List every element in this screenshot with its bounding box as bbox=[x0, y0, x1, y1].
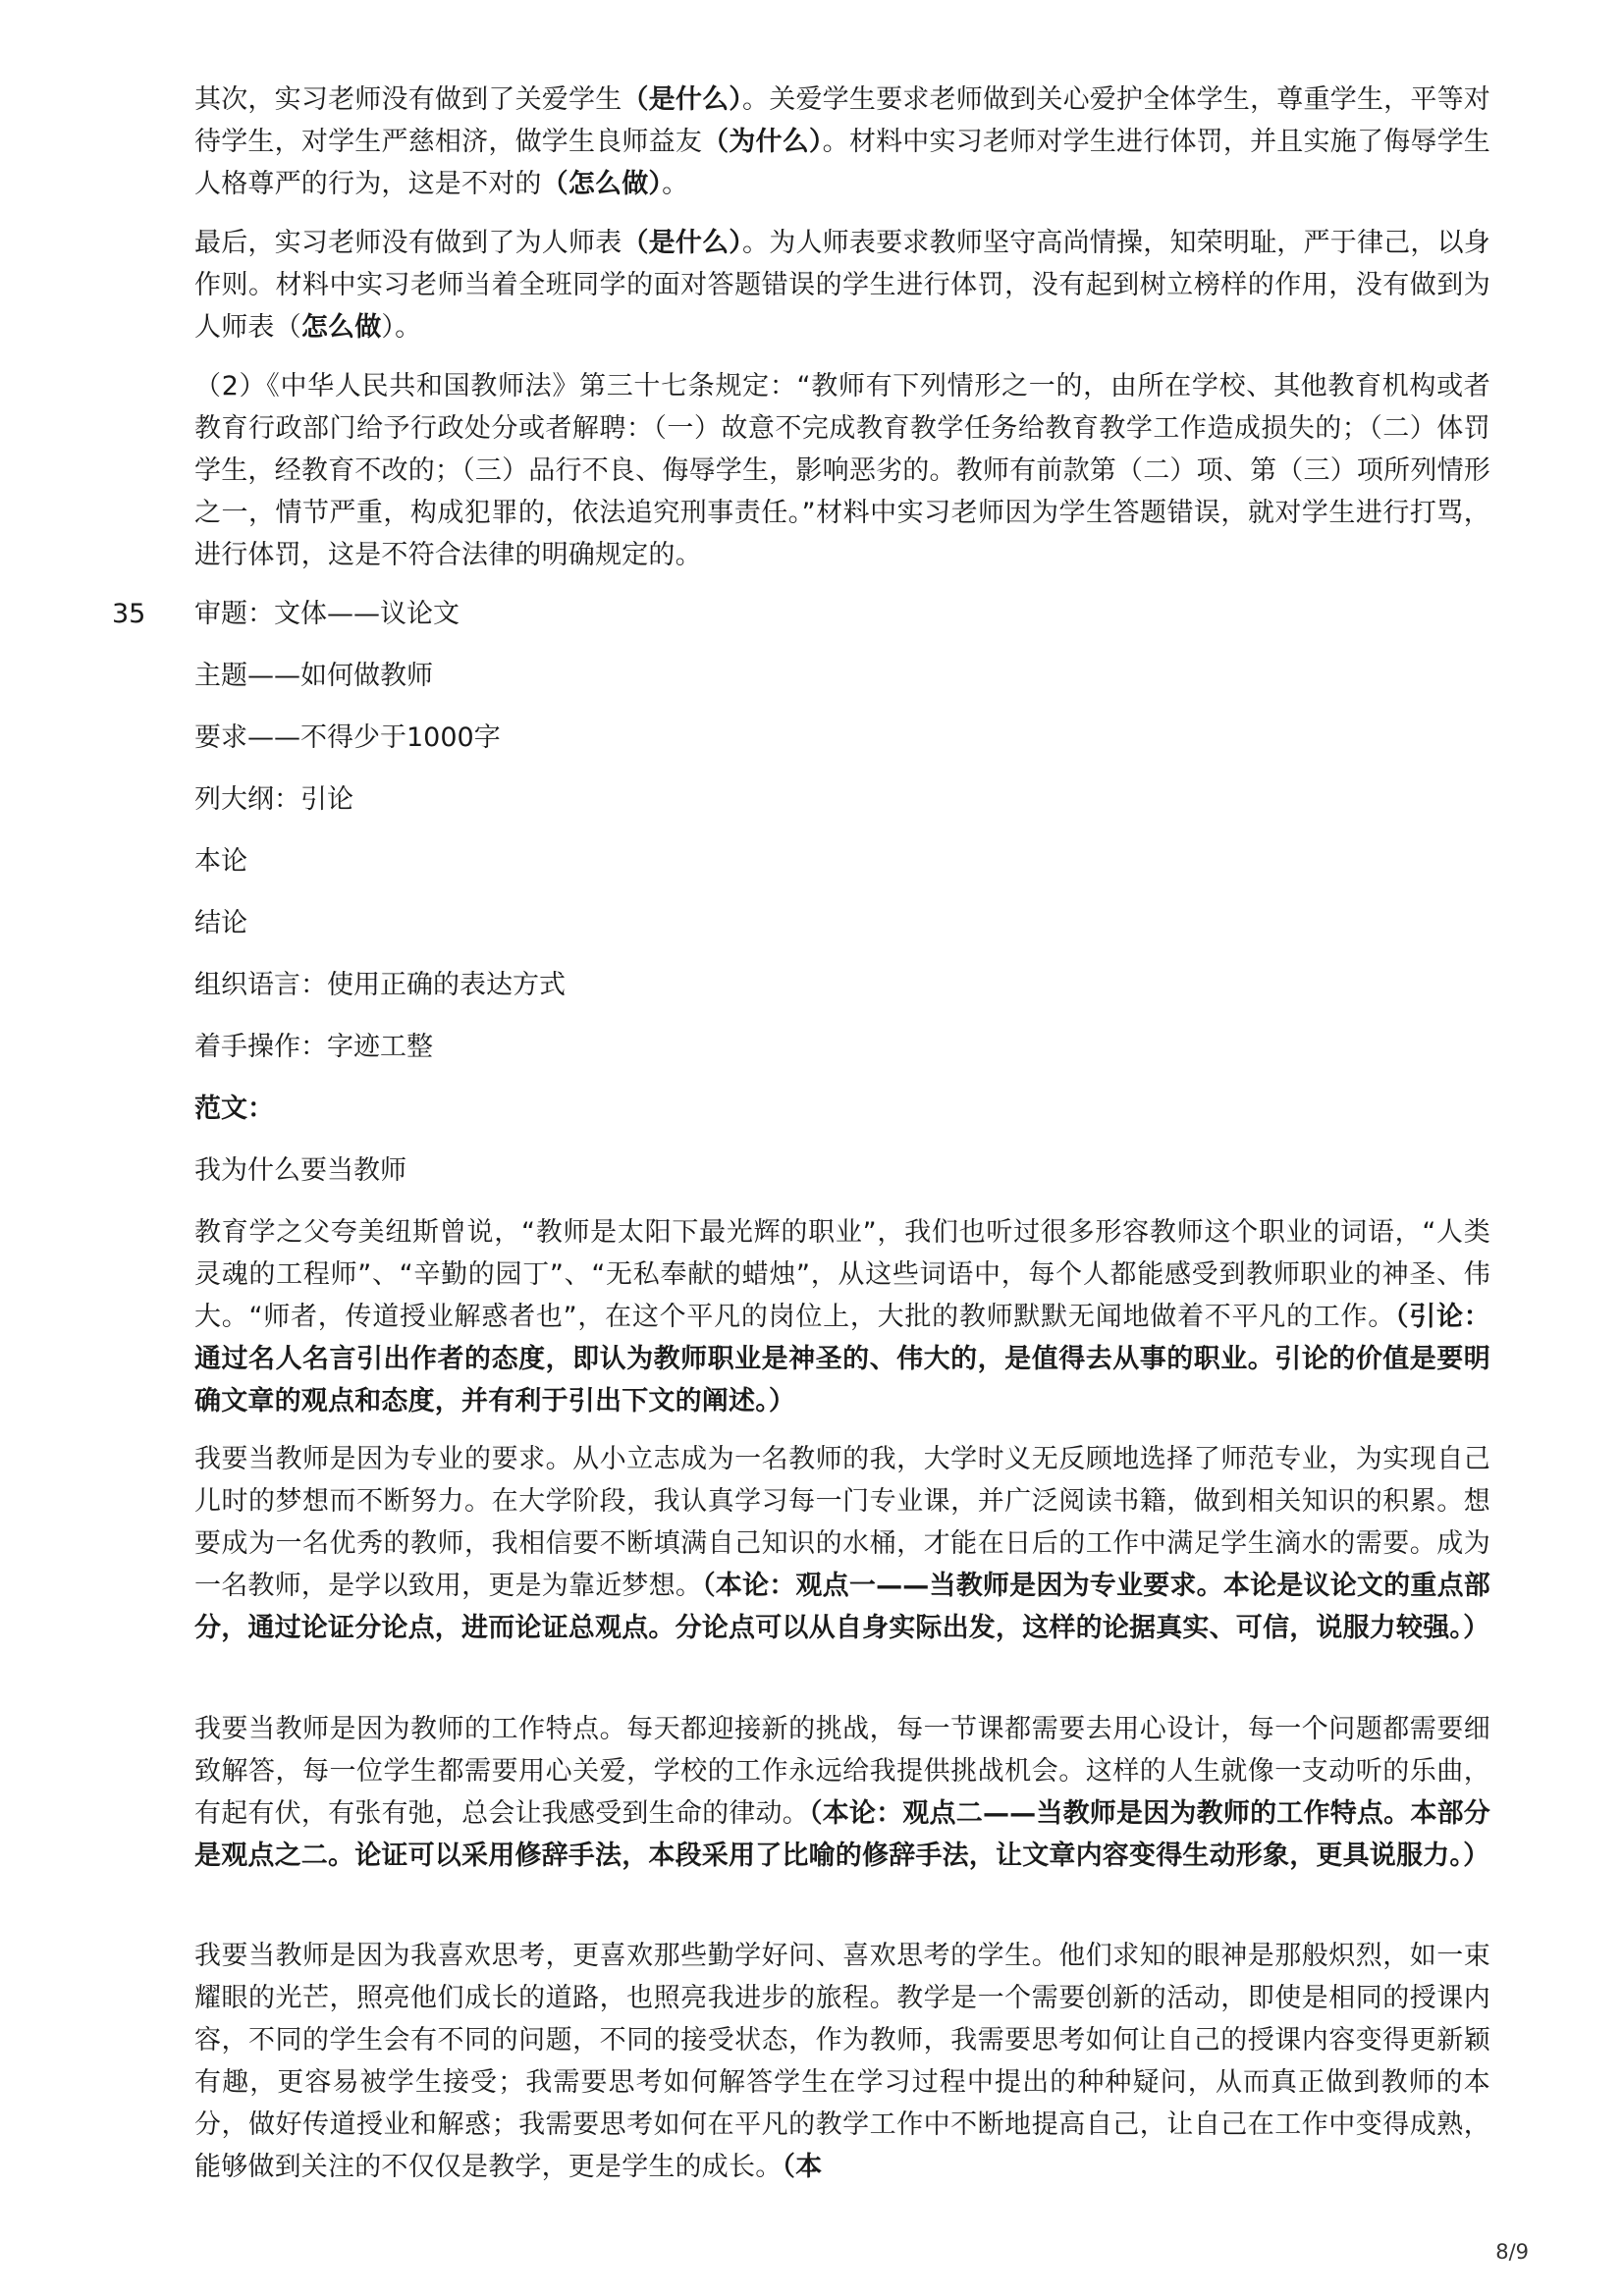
essay-body-point-three bbox=[194, 1935, 1490, 2188]
essay-body-point-two bbox=[194, 1708, 1490, 1877]
text-run: 我要当教师是因为专业的要求。从小立志成为一名教师的我，大学时义无反顾地选择了师范专业，为实现自己儿时的梦想而不断努力。在大学阶段，我认真学习每一门专业课，并广泛阅读书籍，做到相关知识的积累。想要成为一名优秀的教师，我相信要不断填满自己知识的水桶，才能在日后的工作中满足学生滴水的需要。成为一名教师，是学以致用，更是为靠近梦想。 bbox=[194, 1444, 1490, 1601]
paragraph-teacher-law: （2）《中华人民共和国教师法》第三十七条规定：“教师有下列情形之一的，由所在学校、其他教育机构或者教育行政部门给予行政处分或者解聘：（一）故意不完成教育教学任务给教育教学工作造成损失的；（二）体罚学生，经教育不改的；（三）品行不良、侮辱学生，影响恶劣的。教师有前款第（二）项、第（三）项所列情形之一，情节严重，构成犯罪的，依法追究刑事责任。”材料中实习老师因为学生答题错误，就对学生进行打骂，进行体罚，这是不符合法律的明确规定的。 bbox=[194, 371, 1490, 570]
text-run: ）。 bbox=[381, 312, 422, 343]
text-run: 最后，实习老师没有做到了为人师表 bbox=[194, 228, 622, 258]
sample-essay-label: 范文： bbox=[194, 1094, 274, 1124]
analysis-line: 审题：文体——议论文 bbox=[194, 599, 460, 629]
text-run: 。为人师表要求教师坚守高尚情操，知荣明耻，严于律己，以身作则。材料中实习老师当着全班同学的面对答题错误的学生进行体罚，没有起到树立榜样的作用，没有做到为人师表（ bbox=[194, 228, 1491, 343]
text-run: 。关爱学生要求老师做到关心爱护全体学生，尊重学生，平等对待学生，对学生严慈相济，做学生良师益友 bbox=[194, 84, 1491, 157]
essay-title: 我为什么要当教师 bbox=[194, 1155, 406, 1186]
analysis-line: 组织语言：使用正确的表达方式 bbox=[194, 970, 566, 1000]
bold-run: 怎么做 bbox=[300, 312, 382, 343]
analysis-line: 本论 bbox=[194, 846, 247, 877]
analysis-line: 结论 bbox=[194, 908, 247, 938]
essay-introduction bbox=[194, 1211, 1490, 1422]
question-number: 35 bbox=[112, 599, 146, 629]
paragraph-caring-students bbox=[194, 79, 1490, 205]
bold-annotation: （本论：观点一——当教师是因为专业要求。本论是议论文的重点部分，通过论证分论点，进而论证总观点。分论点可以从自身实际出发，这样的论据真实、可信，说服力较强。） bbox=[194, 1571, 1490, 1643]
analysis-line: 主题——如何做教师 bbox=[194, 661, 433, 691]
text-run: 。 bbox=[662, 169, 689, 199]
bold-annotation: （引论：通过名人名言引出作者的态度，即认为教师职业是神圣的、伟大的，是值得去从事的职业。引论的价值是要明确文章的观点和态度，并有利于引出下文的阐述。） bbox=[194, 1302, 1490, 1416]
text-run: 其次，实习老师没有做到了关爱学生 bbox=[194, 84, 622, 115]
page-number: 8/9 bbox=[1495, 2240, 1529, 2264]
analysis-line: 要求——不得少于1000字 bbox=[194, 722, 501, 753]
paragraph-role-model bbox=[194, 222, 1490, 348]
text-run: 。材料中实习老师对学生进行体罚，并且实施了侮辱学生人格尊严的行为，这是不对的 bbox=[194, 127, 1490, 199]
bold-annotation: （本 bbox=[782, 2152, 823, 2182]
essay-body-point-one bbox=[194, 1438, 1490, 1649]
bold-run: （是什么） bbox=[622, 84, 743, 115]
bold-run: （是什么） bbox=[622, 228, 743, 258]
text-run: 我要当教师是因为教师的工作特点。每天都迎接新的挑战，每一节课都需要去用心设计，每一个问题都需要细致解答，每一位学生都需要用心关爱，学校的工作永远给我提供挑战机会。这样的人生就像一支动听的乐曲，有起有伏，有张有弛，总会让我感受到生命的律动。 bbox=[194, 1714, 1490, 1829]
text-run: 我要当教师是因为我喜欢思考，更喜欢那些勤学好问、喜欢思考的学生。他们求知的眼神是那般炽烈，如一束耀眼的光芒，照亮他们成长的道路，也照亮我进步的旅程。教学是一个需要创新的活动，即使是相同的授课内容，不同的学生会有不同的问题，不同的接受状态，作为教师，我需要思考如何让自己的授课内容变得更新颖有趣，更容易被学生接受；我需要思考如何解答学生在学习过程中提出的种种疑问，从而真正做到教师的本分，做好传道授业和解惑；我需要思考如何在平凡的教学工作中不断地提高自己，让自己在工作中变得成熟，能够做到关注的不仅仅是教学，更是学生的成长。 bbox=[194, 1941, 1490, 2182]
text-run: 教育学之父夸美纽斯曾说，“教师是太阳下最光辉的职业”，我们也听过很多形容教师这个职业的词语，“人类灵魂的工程师”、“辛勤的园丁”、“无私奉献的蜡烛”，从这些词语中，每个人都能感受到教师职业的神圣、伟大。“师者，传道授业解惑者也”，在这个平凡的岗位上，大批的教师默默无闻地做着不平凡的工作。 bbox=[194, 1217, 1490, 1332]
bold-run: （为什么） bbox=[702, 127, 823, 157]
bold-run: （怎么做） bbox=[541, 169, 663, 199]
bold-annotation: （本论：观点二——当教师是因为教师的工作特点。本部分是观点之二。论证可以采用修辞手法，本段采用了比喻的修辞手法，让文章内容变得生动形象，更具说服力。） bbox=[194, 1798, 1490, 1871]
analysis-line: 列大纲：引论 bbox=[194, 784, 353, 815]
analysis-line: 着手操作：字迹工整 bbox=[194, 1032, 433, 1062]
